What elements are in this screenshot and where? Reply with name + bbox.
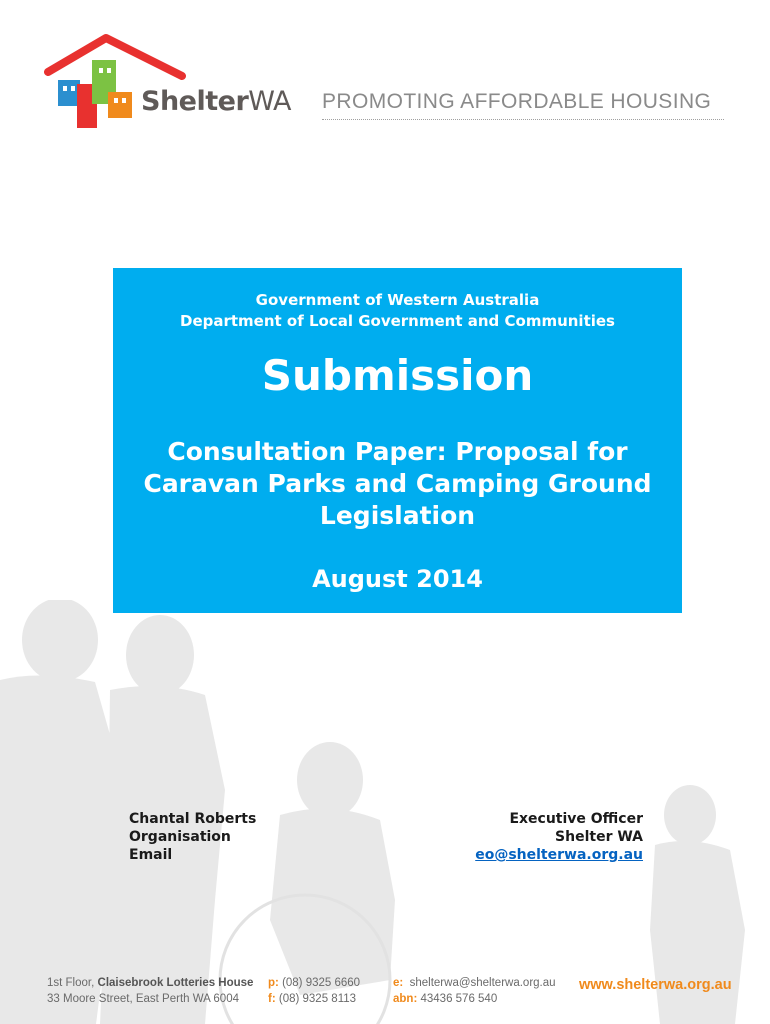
phone-number: (08) 9325 6660 — [282, 977, 361, 989]
family-silhouette-graphic — [0, 600, 770, 1024]
abn-label: abn: — [393, 993, 418, 1005]
paper-title-line-2: Caravan Parks and Camping Ground — [143, 469, 652, 498]
paper-title-line-3: Legislation — [319, 501, 476, 530]
government-heading — [113, 290, 682, 332]
government-line-2: Department of Local Government and Communities — [180, 312, 615, 330]
tagline: PROMOTING AFFORDABLE HOUSING — [322, 90, 712, 113]
footer-email-block — [393, 975, 556, 1007]
government-line-1: Government of Western Australia — [255, 291, 540, 309]
phone-label: p: — [268, 977, 279, 989]
fax-number: (08) 9325 8113 — [278, 993, 357, 1005]
fax-label: f: — [268, 993, 276, 1005]
submission-date: August 2014 — [312, 565, 483, 593]
paper-title — [123, 436, 672, 532]
address-building: Claisebrook Lotteries House — [97, 977, 254, 989]
contact-labels — [129, 810, 256, 864]
abn-number: 43436 576 540 — [420, 993, 498, 1005]
contact-name: Chantal Roberts — [129, 811, 257, 827]
contact-email-link[interactable]: eo@shelterwa.org.au — [475, 847, 643, 863]
footer-address — [47, 975, 253, 1007]
organisation-label: Organisation — [129, 829, 231, 845]
contact-values — [475, 810, 643, 864]
shelter-wa-logo — [44, 32, 294, 132]
footer-email-label: e: — [393, 977, 404, 989]
logo-suffix: WA — [248, 86, 291, 117]
footer-email[interactable]: shelterwa@shelterwa.org.au — [409, 977, 556, 989]
footer-phone-block — [268, 975, 360, 1007]
contact-organisation: Shelter WA — [555, 829, 643, 845]
submission-heading: Submission — [261, 351, 534, 400]
logo-wordmark — [141, 86, 291, 117]
contact-role: Executive Officer — [509, 811, 643, 827]
paper-title-line-1: Consultation Paper: Proposal for — [167, 437, 628, 466]
page-footer — [0, 975, 770, 1015]
tagline-divider — [322, 119, 724, 120]
email-label: Email — [129, 847, 173, 863]
logo-brand: Shelter — [141, 86, 249, 117]
website-link[interactable]: www.shelterwa.org.au — [579, 977, 732, 993]
cover-panel — [113, 268, 682, 613]
address-prefix: 1st Floor, — [47, 977, 95, 989]
address-street: 33 Moore Street, East Perth WA 6004 — [47, 993, 239, 1005]
